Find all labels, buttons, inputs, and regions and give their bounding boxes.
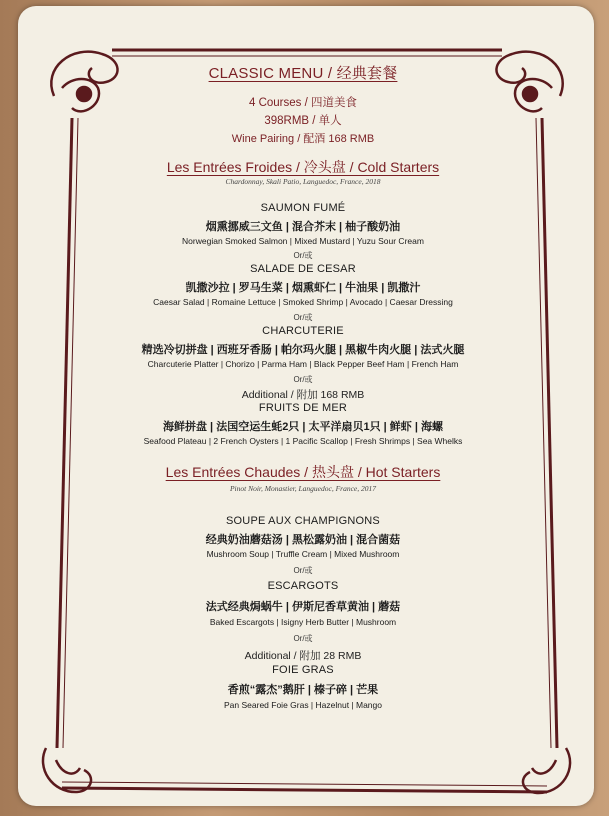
- dish-chinese-name: 法式经典焗蜗牛 | 伊斯尼香草黄油 | 蘑菇: [205, 601, 401, 613]
- dish-english-name: Pan Seared Foie Gras | Hazelnut | Mango: [224, 700, 382, 710]
- hot-starters-heading: Les Entrées Chaudes / 热头盘 / Hot Starters: [165, 464, 441, 480]
- wine-pairing-line: Wine Pairing / 配酒 168 RMB: [231, 133, 375, 145]
- hot-additional-price: Additional / 附加 28 RMB: [244, 650, 362, 662]
- classic-menu: [90, 56, 516, 736]
- or-separator: Or/或: [293, 566, 313, 575]
- dish-french-name: FRUITS DE MER: [258, 402, 348, 414]
- corner-ornament-bottom-left: [43, 748, 91, 792]
- or-separator: Or/或: [293, 313, 313, 322]
- dish-chinese-name: 烟熏挪威三文鱼 | 混合芥末 | 柚子酸奶油: [205, 221, 401, 233]
- hot-starters-wine: Pinot Noir, Monastier, Languedoc, France, 2017: [229, 484, 377, 493]
- courses-line: 4 Courses / 四道美食: [249, 97, 357, 109]
- dish-english-name: Charcuterie Platter | Chorizo | Parma Ham | Black Pepper Beef Ham | French Ham: [147, 359, 459, 369]
- dish-chinese-name: 经典奶油蘑菇汤 | 黑松露奶油 | 混合菌菇: [205, 534, 401, 546]
- dish-english-name: Seafood Plateau | 2 French Oysters | 1 Pacific Scallop | Fresh Shrimps | Sea Whelks: [143, 436, 463, 446]
- dish-english-name: Caesar Salad | Romaine Lettuce | Smoked Shrimp | Avocado | Caesar Dressing: [153, 297, 453, 307]
- or-separator: Or/或: [293, 375, 313, 384]
- dish-english-name: Baked Escargots | Isigny Herb Butter | Mushroom: [209, 617, 397, 627]
- dish-french-name: CHARCUTERIE: [262, 325, 344, 337]
- dish-english-name: Norwegian Smoked Salmon | Mixed Mustard | Yuzu Sour Cream: [182, 236, 424, 246]
- price-line: 398RMB / 单人: [264, 115, 342, 127]
- dish-chinese-name: 香煎“露杰”鹅肝 | 榛子碎 | 芒果: [227, 684, 379, 696]
- dish-english-name: Mushroom Soup | Truffle Cream | Mixed Mushroom: [206, 549, 400, 559]
- cold-starters-wine: Chardonnay, Skali Patio, Languedoc, France, 2018: [225, 177, 381, 186]
- dish-french-name: FOIE GRAS: [272, 664, 334, 676]
- menu-title: CLASSIC MENU / 经典套餐: [208, 65, 398, 82]
- dish-chinese-name: 精选冷切拼盘 | 西班牙香肠 | 帕尔玛火腿 | 黑椒牛肉火腿 | 法式火腿: [141, 344, 465, 356]
- cold-starters-heading: Les Entrées Froides / 冷头盘 / Cold Starters: [166, 159, 440, 175]
- dish-french-name: SAUMON FUMÉ: [260, 202, 346, 214]
- dish-chinese-name: 海鲜拼盘 | 法国空运生蚝2只 | 太平洋扇贝1只 | 鲜虾 | 海螺: [163, 421, 443, 433]
- dish-french-name: ESCARGOTS: [267, 580, 339, 592]
- dish-chinese-name: 凯撒沙拉 | 罗马生菜 | 烟熏虾仁 | 牛油果 | 凯撒汁: [185, 282, 421, 294]
- dish-french-name: SALADE DE CESAR: [250, 263, 356, 275]
- or-separator: Or/或: [293, 634, 313, 643]
- cold-additional-price: Additional / 附加 168 RMB: [241, 389, 365, 401]
- or-separator: Or/或: [293, 251, 313, 260]
- dish-french-name: SOUPE AUX CHAMPIGNONS: [226, 515, 380, 527]
